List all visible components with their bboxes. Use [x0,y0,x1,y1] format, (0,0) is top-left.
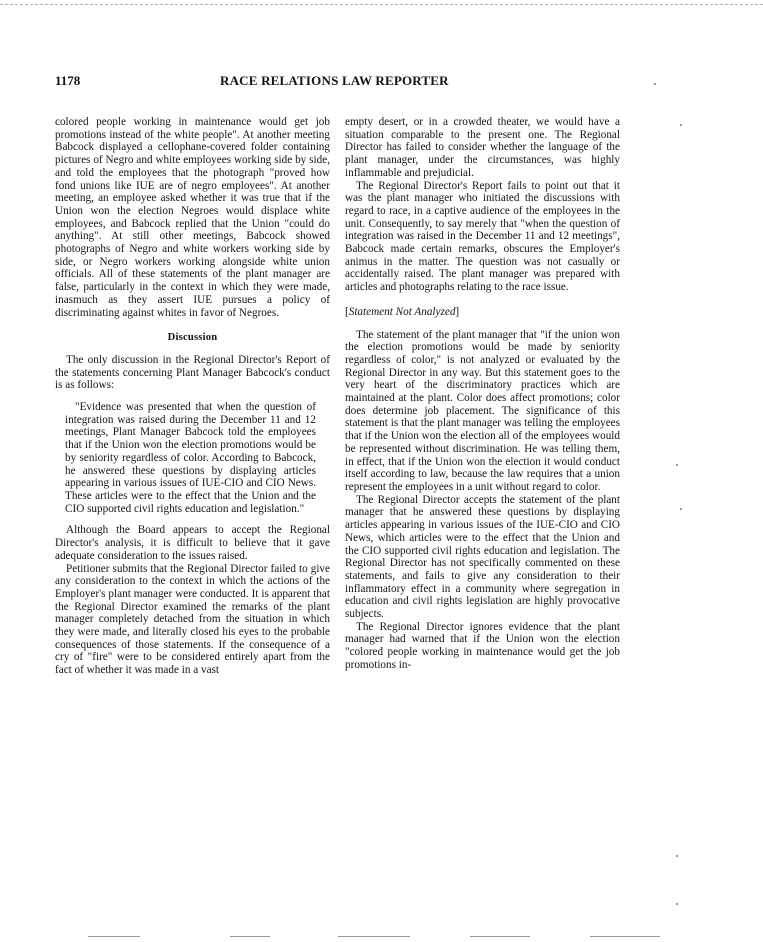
scan-speck [654,83,656,85]
left-paragraph-2: The only discussion in the Regional Director's Report of the statements concerning Plant Manager Babcock's conduct is as follows: [55,353,330,392]
subheading-text: Statement Not Analyzed [348,305,456,318]
left-paragraph-1: colored people working in maintenance would get job promotions instead of the white people". At another meeting Babcock displayed a cellophane-covered folder containing pictures of Negro and white employees working side by side, and told the employees that the photograph "proved how fond unions like IUE are of negro employees". At another meeting, an employee asked whether it was true that if the Union won the election Negroes would displace white employees, and Babcock replied that the Union "could do anything". At still other meetings, Babcock showed photographs of Negro and white workers working side by side, or Negro workers working alongside white union officials. All of these statements of the plant manager are false, particularly in the context in which they were made, inasmuch as they assert IUE pursues a policy of discriminating against whites in favor of Negroes. [55,116,330,319]
scan-speck [676,903,678,905]
top-edge-rule [0,4,763,5]
bracket-close: ] [455,305,460,318]
right-paragraph-5: The Regional Director ignores evidence that the plant manager had warned that if the Union won the election "colored people working in maintenance would get the job promotions in- [345,620,620,671]
bracket-open: [ [345,305,349,318]
left-column [55,116,330,677]
scan-speck [680,508,682,510]
block-quote: "Evidence was presented that when the question of integration was raised during the December 11 and 12 meetings, Plant Manager Babcock told the employees that if the Union won the election promotions would be by seniority regardless of color. According to Babcock, he answered these questions by displaying articles appearing in various issues of IUE-CIO and CIO News. These articles were to the effect that the Union and the CIO supported civil rights education and legislation." [65,401,316,515]
running-title: RACE RELATIONS LAW REPORTER [220,73,449,88]
scan-speck [676,464,678,466]
right-column [345,116,620,672]
left-paragraph-3: Although the Board appears to accept the Regional Director's analysis, it is difficult to believe that it gave adequate consideration to the issues raised. [55,524,330,562]
page-number: 1178 [55,73,81,88]
bottom-scan-line [338,936,410,937]
right-paragraph-4: The Regional Director accepts the statement of the plant manager that he answered these questions by displaying articles appearing in various issues of the IUE-CIO and CIO News, which articles were to the effect that the Union and the CIO supported civil rights education and legislation. The Regional Director has not specifically commented on these statements, and fails to give any consideration to their inflammatory effect in a community where segregation in education and civil rights legislation are highly provocative subjects. [345,493,620,621]
page-header [55,73,655,91]
right-paragraph-1: empty desert, or in a crowded theater, we would have a situation comparable to the present one. The Regional Director has failed to consider whether the language of the plant manager, under the circumstances, was highly inflammable and prejudicial. [345,116,620,179]
subheading-statement-not-analyzed [345,306,620,319]
section-heading-discussion: Discussion [167,332,218,344]
scan-speck [680,124,682,126]
bottom-scan-line [230,936,270,937]
bottom-scan-line [590,936,660,937]
scan-speck [676,855,678,857]
bottom-scan-line [470,936,530,937]
right-paragraph-2: The Regional Director's Report fails to point out that it was the plant manager who initiated the discussions with regard to race, in a captive audience of the employees in the unit. Consequently, to say merely that "when the question of integration was raised in the December 11 and 12 meetings", Babcock made certain remarks, obscures the Employer's animus in the matter. The question was not casually or accidentally raised. The plant manager was prepared with articles and photographs relating to the race issue. [345,179,620,294]
left-paragraph-4: Petitioner submits that the Regional Director failed to give any consideration to the context in which the actions of the Employer's plant manager were conducted. It is apparent that the Regional Director examined the remarks of the plant manager completely detached from the situation in which they were made, and literally closed his eyes to the probable consequences of those statements. If the consequence of a cry of "fire" were to be considered entirely apart from the fact of whether it was made in a vast [55,562,330,677]
right-paragraph-3: The statement of the plant manager that "if the union won the election promotions would be made by seniority regardless of color," is not analyzed or evaluated by the Regional Director in any way. But this statement goes to the very heart of the discriminatory practices which are maintained at the plant. Color does affect promotions; color does determine job placement. The significance of this statement is that the plant manager was telling the employees that if the Union won the election all of the employees would be represented without discrimination. He was telling them, in effect, that if the Union won the election it would conduct itself according to law, because the law requires that a union represent the employees in a unit without regard to color. [345,328,620,493]
bottom-scan-line [88,936,140,937]
